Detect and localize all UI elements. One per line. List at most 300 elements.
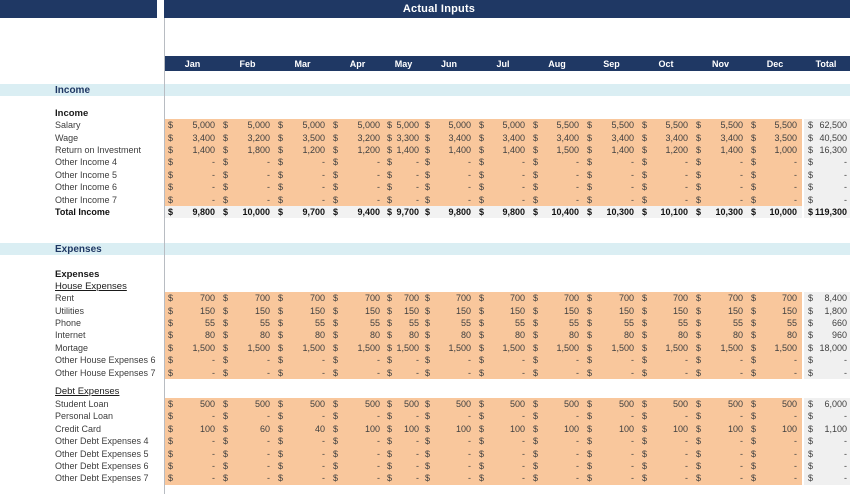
value-cell[interactable]	[639, 193, 693, 205]
value-cell[interactable]	[220, 435, 275, 447]
value-cell[interactable]	[275, 435, 330, 447]
value-cell[interactable]	[330, 292, 385, 304]
value-cell[interactable]	[220, 292, 275, 304]
value-cell[interactable]	[476, 156, 530, 168]
value-cell[interactable]	[220, 181, 275, 193]
value-cell[interactable]	[693, 472, 748, 484]
value-cell[interactable]	[530, 342, 584, 354]
value-cell[interactable]	[693, 423, 748, 435]
value-cell[interactable]	[530, 156, 584, 168]
value-cell[interactable]	[422, 206, 476, 218]
value-cell[interactable]	[639, 410, 693, 422]
value-cell[interactable]	[330, 181, 385, 193]
value-cell[interactable]	[385, 410, 422, 422]
value-cell[interactable]	[422, 423, 476, 435]
value-cell[interactable]	[422, 447, 476, 459]
value-cell[interactable]	[165, 398, 220, 410]
value-cell[interactable]	[748, 131, 802, 143]
value-cell[interactable]	[530, 472, 584, 484]
value-cell[interactable]	[693, 144, 748, 156]
value-cell[interactable]	[530, 435, 584, 447]
value-cell[interactable]	[220, 410, 275, 422]
total-cell[interactable]	[802, 447, 850, 459]
value-cell[interactable]	[476, 342, 530, 354]
value-cell[interactable]	[748, 181, 802, 193]
value-cell[interactable]	[530, 366, 584, 378]
value-cell[interactable]	[165, 342, 220, 354]
value-cell[interactable]	[748, 398, 802, 410]
value-cell[interactable]	[165, 206, 220, 218]
value-cell[interactable]	[748, 435, 802, 447]
value-cell[interactable]	[693, 169, 748, 181]
value-cell[interactable]	[584, 292, 639, 304]
currency-symbol: $	[533, 169, 539, 180]
value-cell[interactable]	[584, 472, 639, 484]
value-cell[interactable]	[165, 329, 220, 341]
value-cell[interactable]	[330, 317, 385, 329]
value-cell[interactable]	[422, 193, 476, 205]
cell-value: 9,800	[448, 206, 471, 217]
value-cell[interactable]	[385, 292, 422, 304]
currency-symbol: $	[533, 318, 539, 329]
value-cell[interactable]	[385, 423, 422, 435]
value-cell[interactable]	[693, 410, 748, 422]
value-cell[interactable]	[275, 398, 330, 410]
value-cell[interactable]	[422, 131, 476, 143]
value-cell[interactable]	[476, 423, 530, 435]
value-cell[interactable]	[422, 181, 476, 193]
value-cell[interactable]	[693, 366, 748, 378]
value-cell[interactable]	[422, 435, 476, 447]
value-cell[interactable]	[220, 193, 275, 205]
cell-value: 18,000	[819, 342, 847, 353]
value-cell[interactable]	[748, 460, 802, 472]
value-cell[interactable]	[639, 447, 693, 459]
total-cell[interactable]	[802, 131, 850, 143]
value-cell[interactable]	[275, 181, 330, 193]
value-cell[interactable]	[584, 423, 639, 435]
value-cell[interactable]	[422, 342, 476, 354]
value-cell[interactable]	[693, 398, 748, 410]
value-cell[interactable]	[275, 460, 330, 472]
value-cell[interactable]	[584, 144, 639, 156]
value-cell[interactable]	[275, 131, 330, 143]
value-cell[interactable]	[422, 169, 476, 181]
value-cell[interactable]	[584, 329, 639, 341]
value-cell[interactable]	[422, 329, 476, 341]
value-cell[interactable]	[639, 366, 693, 378]
value-cell[interactable]	[220, 460, 275, 472]
value-cell[interactable]	[220, 119, 275, 131]
total-cell[interactable]	[802, 398, 850, 410]
value-cell[interactable]	[422, 156, 476, 168]
value-cell[interactable]	[330, 193, 385, 205]
value-cell[interactable]	[275, 144, 330, 156]
value-cell[interactable]	[330, 410, 385, 422]
value-cell[interactable]	[275, 169, 330, 181]
value-cell[interactable]	[165, 354, 220, 366]
cell-value: -	[740, 367, 743, 378]
value-cell[interactable]	[693, 317, 748, 329]
value-cell[interactable]	[584, 460, 639, 472]
value-cell[interactable]	[584, 317, 639, 329]
value-cell[interactable]	[165, 131, 220, 143]
value-cell[interactable]	[165, 181, 220, 193]
value-cell[interactable]	[220, 144, 275, 156]
value-cell[interactable]	[476, 329, 530, 341]
value-cell[interactable]	[530, 119, 584, 131]
value-cell[interactable]	[422, 410, 476, 422]
value-cell[interactable]	[165, 472, 220, 484]
value-cell[interactable]	[165, 193, 220, 205]
value-cell[interactable]	[385, 366, 422, 378]
value-cell[interactable]	[748, 423, 802, 435]
total-cell[interactable]	[802, 435, 850, 447]
value-cell[interactable]	[385, 472, 422, 484]
value-cell[interactable]	[476, 305, 530, 317]
value-cell[interactable]	[693, 131, 748, 143]
total-cell[interactable]	[802, 354, 850, 366]
value-cell[interactable]	[530, 398, 584, 410]
value-cell[interactable]	[165, 292, 220, 304]
value-cell[interactable]	[275, 423, 330, 435]
value-cell[interactable]	[748, 472, 802, 484]
value-cell[interactable]	[385, 317, 422, 329]
value-cell[interactable]	[330, 435, 385, 447]
value-cell[interactable]	[693, 435, 748, 447]
value-cell[interactable]	[422, 119, 476, 131]
value-cell[interactable]	[584, 398, 639, 410]
value-cell[interactable]	[165, 410, 220, 422]
value-cell[interactable]	[330, 472, 385, 484]
value-cell[interactable]	[530, 169, 584, 181]
value-cell[interactable]	[330, 366, 385, 378]
value-cell[interactable]	[639, 169, 693, 181]
value-cell[interactable]	[476, 435, 530, 447]
value-cell[interactable]	[385, 329, 422, 341]
value-cell[interactable]	[584, 131, 639, 143]
value-cell[interactable]	[422, 472, 476, 484]
currency-symbol: $	[696, 423, 702, 434]
value-cell[interactable]	[220, 354, 275, 366]
value-cell[interactable]	[639, 472, 693, 484]
column-header-nov: Nov	[693, 56, 748, 71]
value-cell[interactable]	[693, 156, 748, 168]
value-cell[interactable]	[476, 447, 530, 459]
value-cell[interactable]	[165, 366, 220, 378]
value-cell[interactable]	[330, 423, 385, 435]
value-cell[interactable]	[385, 305, 422, 317]
value-cell[interactable]	[220, 447, 275, 459]
total-cell[interactable]	[802, 206, 850, 218]
value-cell[interactable]	[584, 342, 639, 354]
value-cell[interactable]	[584, 305, 639, 317]
value-cell[interactable]	[385, 169, 422, 181]
total-cell[interactable]	[802, 181, 850, 193]
value-cell[interactable]	[330, 131, 385, 143]
cell-value: 10,300	[715, 206, 743, 217]
value-cell[interactable]	[165, 144, 220, 156]
value-cell[interactable]	[639, 423, 693, 435]
value-cell[interactable]	[639, 329, 693, 341]
value-cell[interactable]	[693, 342, 748, 354]
value-cell[interactable]	[220, 206, 275, 218]
value-cell[interactable]	[165, 460, 220, 472]
value-cell[interactable]	[530, 460, 584, 472]
value-cell[interactable]	[422, 354, 476, 366]
value-cell[interactable]	[748, 317, 802, 329]
value-cell[interactable]	[530, 410, 584, 422]
value-cell[interactable]	[476, 144, 530, 156]
value-cell[interactable]	[385, 181, 422, 193]
value-cell[interactable]	[693, 181, 748, 193]
value-cell[interactable]	[530, 206, 584, 218]
value-cell[interactable]	[330, 156, 385, 168]
value-cell[interactable]	[639, 398, 693, 410]
value-cell[interactable]	[748, 193, 802, 205]
value-cell[interactable]	[476, 131, 530, 143]
total-cell[interactable]	[802, 423, 850, 435]
value-cell[interactable]	[476, 169, 530, 181]
total-cell[interactable]	[802, 193, 850, 205]
value-cell[interactable]	[385, 342, 422, 354]
value-cell[interactable]	[693, 447, 748, 459]
value-cell[interactable]	[220, 366, 275, 378]
value-cell[interactable]	[530, 423, 584, 435]
value-cell[interactable]	[530, 354, 584, 366]
value-cell[interactable]	[748, 305, 802, 317]
total-cell[interactable]	[802, 292, 850, 304]
value-cell[interactable]	[584, 193, 639, 205]
value-cell[interactable]	[275, 472, 330, 484]
value-cell[interactable]	[530, 305, 584, 317]
value-cell[interactable]	[476, 354, 530, 366]
value-cell[interactable]	[330, 342, 385, 354]
value-cell[interactable]	[165, 119, 220, 131]
total-cell[interactable]	[802, 144, 850, 156]
total-cell[interactable]	[802, 460, 850, 472]
value-cell[interactable]	[476, 119, 530, 131]
value-cell[interactable]	[639, 181, 693, 193]
value-cell[interactable]	[748, 366, 802, 378]
value-cell[interactable]	[275, 447, 330, 459]
value-cell[interactable]	[530, 193, 584, 205]
value-cell[interactable]	[330, 460, 385, 472]
value-cell[interactable]	[220, 156, 275, 168]
value-cell[interactable]	[275, 342, 330, 354]
value-cell[interactable]	[422, 460, 476, 472]
value-cell[interactable]	[220, 329, 275, 341]
value-cell[interactable]	[639, 292, 693, 304]
total-cell[interactable]	[802, 169, 850, 181]
value-cell[interactable]	[748, 206, 802, 218]
value-cell[interactable]	[476, 472, 530, 484]
value-cell[interactable]	[330, 169, 385, 181]
value-cell[interactable]	[639, 342, 693, 354]
total-cell[interactable]	[802, 156, 850, 168]
value-cell[interactable]	[422, 144, 476, 156]
value-cell[interactable]	[584, 410, 639, 422]
value-cell[interactable]	[639, 435, 693, 447]
value-cell[interactable]	[748, 447, 802, 459]
total-cell[interactable]	[802, 410, 850, 422]
value-cell[interactable]	[693, 354, 748, 366]
value-cell[interactable]	[584, 447, 639, 459]
value-cell[interactable]	[422, 305, 476, 317]
value-cell[interactable]	[385, 131, 422, 143]
value-cell[interactable]	[748, 410, 802, 422]
value-cell[interactable]	[476, 366, 530, 378]
value-cell[interactable]	[584, 366, 639, 378]
value-cell[interactable]	[476, 460, 530, 472]
value-cell[interactable]	[275, 366, 330, 378]
value-cell[interactable]	[220, 398, 275, 410]
value-cell[interactable]	[385, 354, 422, 366]
value-cell[interactable]	[639, 119, 693, 131]
total-cell[interactable]	[802, 472, 850, 484]
value-cell[interactable]	[748, 144, 802, 156]
value-cell[interactable]	[422, 366, 476, 378]
value-cell[interactable]	[165, 305, 220, 317]
value-cell[interactable]	[639, 156, 693, 168]
value-cell[interactable]	[693, 206, 748, 218]
value-cell[interactable]	[584, 354, 639, 366]
value-cell[interactable]	[275, 119, 330, 131]
currency-symbol: $	[479, 461, 485, 471]
value-cell[interactable]	[165, 317, 220, 329]
value-cell[interactable]	[693, 460, 748, 472]
value-cell[interactable]	[748, 156, 802, 168]
total-cell[interactable]	[802, 317, 850, 329]
value-cell[interactable]	[330, 447, 385, 459]
total-cell[interactable]	[802, 119, 850, 131]
value-cell[interactable]	[275, 329, 330, 341]
value-cell[interactable]	[639, 460, 693, 472]
value-cell[interactable]	[385, 206, 422, 218]
total-cell[interactable]	[802, 329, 850, 341]
value-cell[interactable]	[639, 354, 693, 366]
value-cell[interactable]	[220, 423, 275, 435]
value-cell[interactable]	[530, 181, 584, 193]
value-cell[interactable]	[220, 131, 275, 143]
value-cell[interactable]	[422, 317, 476, 329]
value-cell[interactable]	[748, 342, 802, 354]
value-cell[interactable]	[748, 292, 802, 304]
value-cell[interactable]	[385, 460, 422, 472]
value-cell[interactable]	[639, 317, 693, 329]
value-cell[interactable]	[584, 206, 639, 218]
value-cell[interactable]	[275, 156, 330, 168]
value-cell[interactable]	[530, 447, 584, 459]
total-cell[interactable]	[802, 342, 850, 354]
value-cell[interactable]	[639, 206, 693, 218]
value-cell[interactable]	[220, 317, 275, 329]
value-cell[interactable]	[220, 472, 275, 484]
value-cell[interactable]	[693, 329, 748, 341]
total-cell[interactable]	[802, 305, 850, 317]
value-cell[interactable]	[693, 292, 748, 304]
value-cell[interactable]	[385, 398, 422, 410]
value-cell[interactable]	[330, 398, 385, 410]
value-cell[interactable]	[220, 169, 275, 181]
currency-symbol: $	[751, 367, 757, 378]
value-cell[interactable]	[530, 131, 584, 143]
cell-value: -	[522, 367, 525, 378]
value-cell[interactable]	[530, 292, 584, 304]
cell-value: -	[576, 367, 579, 378]
value-cell[interactable]	[748, 169, 802, 181]
value-cell[interactable]	[693, 193, 748, 205]
value-cell[interactable]	[476, 398, 530, 410]
value-cell[interactable]	[385, 144, 422, 156]
value-cell[interactable]	[330, 206, 385, 218]
value-cell[interactable]	[639, 131, 693, 143]
value-cell[interactable]	[165, 435, 220, 447]
value-cell[interactable]	[275, 354, 330, 366]
value-cell[interactable]	[220, 342, 275, 354]
value-cell[interactable]	[330, 144, 385, 156]
value-cell[interactable]	[330, 119, 385, 131]
value-cell[interactable]	[165, 156, 220, 168]
value-cell[interactable]	[275, 305, 330, 317]
value-cell[interactable]	[385, 193, 422, 205]
value-cell[interactable]	[422, 398, 476, 410]
value-cell[interactable]	[385, 156, 422, 168]
value-cell[interactable]	[476, 317, 530, 329]
value-cell[interactable]	[275, 206, 330, 218]
value-cell[interactable]	[693, 305, 748, 317]
value-cell[interactable]	[584, 435, 639, 447]
value-cell[interactable]	[165, 447, 220, 459]
value-cell[interactable]	[476, 410, 530, 422]
value-cell[interactable]	[748, 329, 802, 341]
value-cell[interactable]	[530, 144, 584, 156]
value-cell[interactable]	[275, 193, 330, 205]
value-cell[interactable]	[476, 292, 530, 304]
cell-value: 3,400	[665, 132, 688, 143]
value-cell[interactable]	[165, 169, 220, 181]
value-cell[interactable]	[220, 305, 275, 317]
value-cell[interactable]	[584, 169, 639, 181]
value-cell[interactable]	[476, 193, 530, 205]
value-cell[interactable]	[330, 329, 385, 341]
value-cell[interactable]	[330, 305, 385, 317]
value-cell[interactable]	[584, 156, 639, 168]
value-cell[interactable]	[422, 292, 476, 304]
value-cell[interactable]	[530, 329, 584, 341]
cell-value: -	[468, 194, 471, 205]
value-cell[interactable]	[530, 317, 584, 329]
value-cell[interactable]	[330, 354, 385, 366]
value-cell[interactable]	[275, 317, 330, 329]
value-cell[interactable]	[385, 119, 422, 131]
value-cell[interactable]	[639, 305, 693, 317]
value-cell[interactable]	[385, 435, 422, 447]
value-cell[interactable]	[584, 181, 639, 193]
value-cell[interactable]	[385, 447, 422, 459]
value-cell[interactable]	[165, 423, 220, 435]
value-cell[interactable]	[748, 354, 802, 366]
value-cell[interactable]	[584, 119, 639, 131]
total-cell[interactable]	[802, 366, 850, 378]
value-cell[interactable]	[693, 119, 748, 131]
value-cell[interactable]	[476, 181, 530, 193]
value-cell[interactable]	[275, 410, 330, 422]
value-cell[interactable]	[476, 206, 530, 218]
value-cell[interactable]	[275, 292, 330, 304]
value-cell[interactable]	[748, 119, 802, 131]
value-cell[interactable]	[639, 144, 693, 156]
